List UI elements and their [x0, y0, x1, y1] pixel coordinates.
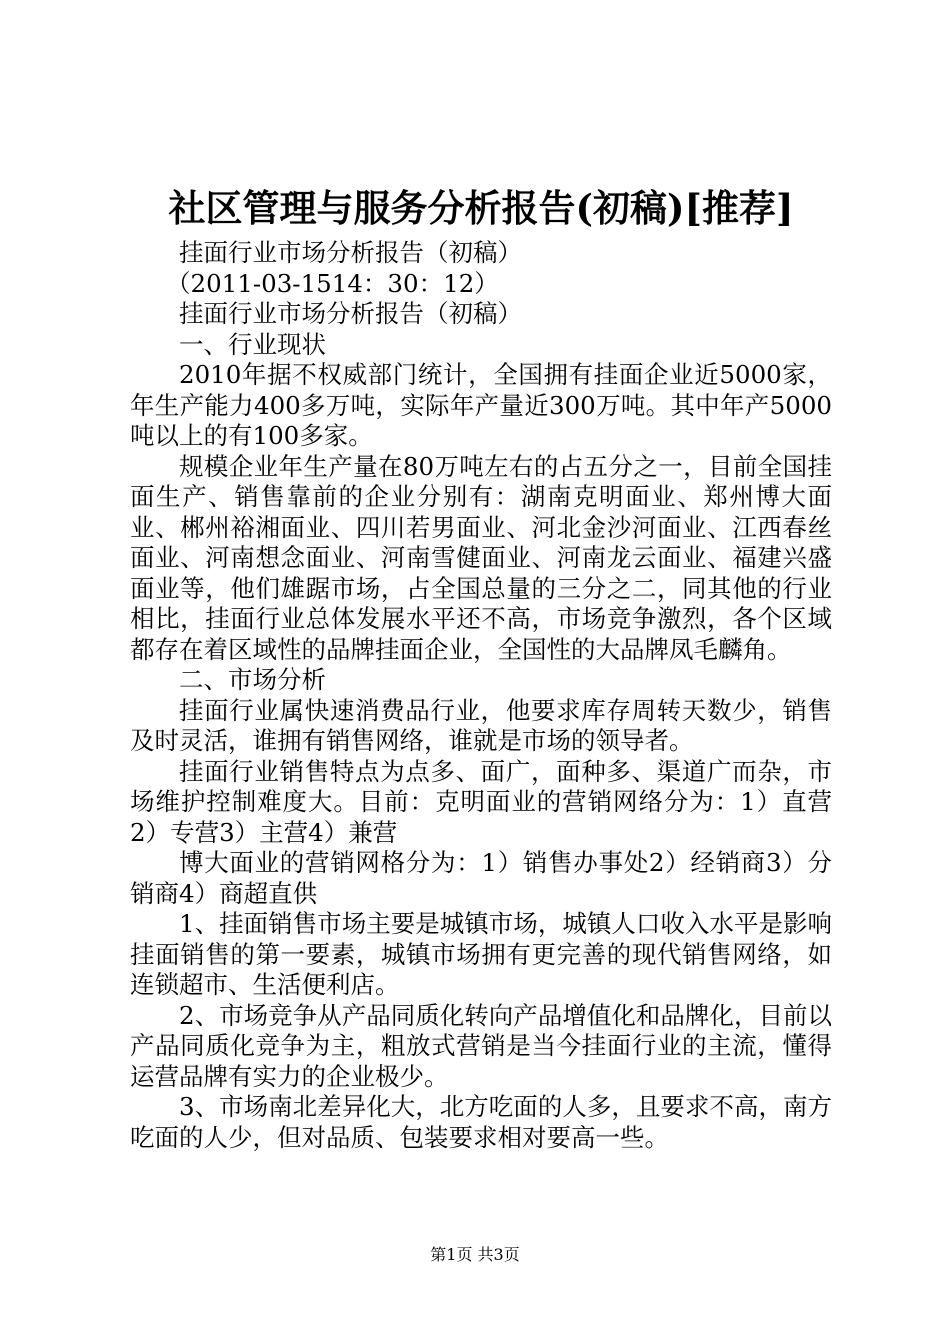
paragraph-sales-features: 挂面行业销售特点为点多、面广，面种多、渠道广而杂，市场维护控制难度大。目前：克明面业的营销网络分为：1）直营2）专营3）主营4）兼营	[130, 756, 832, 847]
paragraph-subtitle-repeat: 挂面行业市场分析报告（初稿）	[179, 299, 522, 328]
paragraph-point-1: 1、挂面销售市场主要是城镇市场，城镇人口收入水平是影响挂面销售的第一要素，城镇市场拥有更完善的现代销售网络，如连锁超市、生活便利店。	[130, 909, 832, 999]
document-title: 社区管理与服务分析报告(初稿)[推荐]	[168, 186, 794, 230]
section-heading-industry-status: 一、行业现状	[179, 329, 326, 359]
paragraph-point-3: 3、市场南北差异化大，北方吃面的人多，且要求不高，南方吃面的人少，但对品质、包装要求相对要高一些。	[130, 1092, 832, 1152]
paragraph-market-fmcg: 挂面行业属快速消费品行业，他要求库存周转天数少，销售及时灵活，谁拥有销售网络，谁就是市场的领导者。	[130, 695, 832, 755]
paragraph-industry-stats: 2010年据不权威部门统计，全国拥有挂面企业近5000家，年生产能力400多万吨，实际年产量近300万吨。其中年产5000吨以上的有100多家。	[130, 360, 832, 450]
paragraph-subtitle: 挂面行业市场分析报告（初稿）	[179, 238, 522, 267]
paragraph-date: （2011-03-1514：30：12）	[166, 268, 499, 298]
section-heading-market-analysis: 二、市场分析	[179, 665, 326, 694]
page-footer: 第1页 共3页	[430, 1245, 520, 1264]
paragraph-industry-companies: 规模企业年生产量在80万吨左右的占五分之一，目前全国挂面生产、销售靠前的企业分别有：湖南克明面业、郑州博大面业、郴州裕湘面业、四川若男面业、河北金沙河面业、江西春丝面业、河南想念面业、河南雪健面业、河南龙云面业、福建兴盛面业等，他们雄踞市场，占全国总量的三分之二，同其他的行业相比，挂面行业总体发展水平还不高，市场竞争激烈，各个区域都存在着区域性的品牌挂面企业，全国性的大品牌凤毛麟角。	[130, 451, 832, 664]
paragraph-boda-network: 博大面业的营销网格分为：1）销售办事处2）经销商3）分销商4）商超直供	[130, 848, 832, 908]
paragraph-point-2: 2、市场竞争从产品同质化转向产品增值化和品牌化，目前以产品同质化竞争为主，粗放式营销是当今挂面行业的主流，懂得运营品牌有实力的企业极少。	[130, 1000, 832, 1091]
document-body	[130, 182, 832, 1153]
